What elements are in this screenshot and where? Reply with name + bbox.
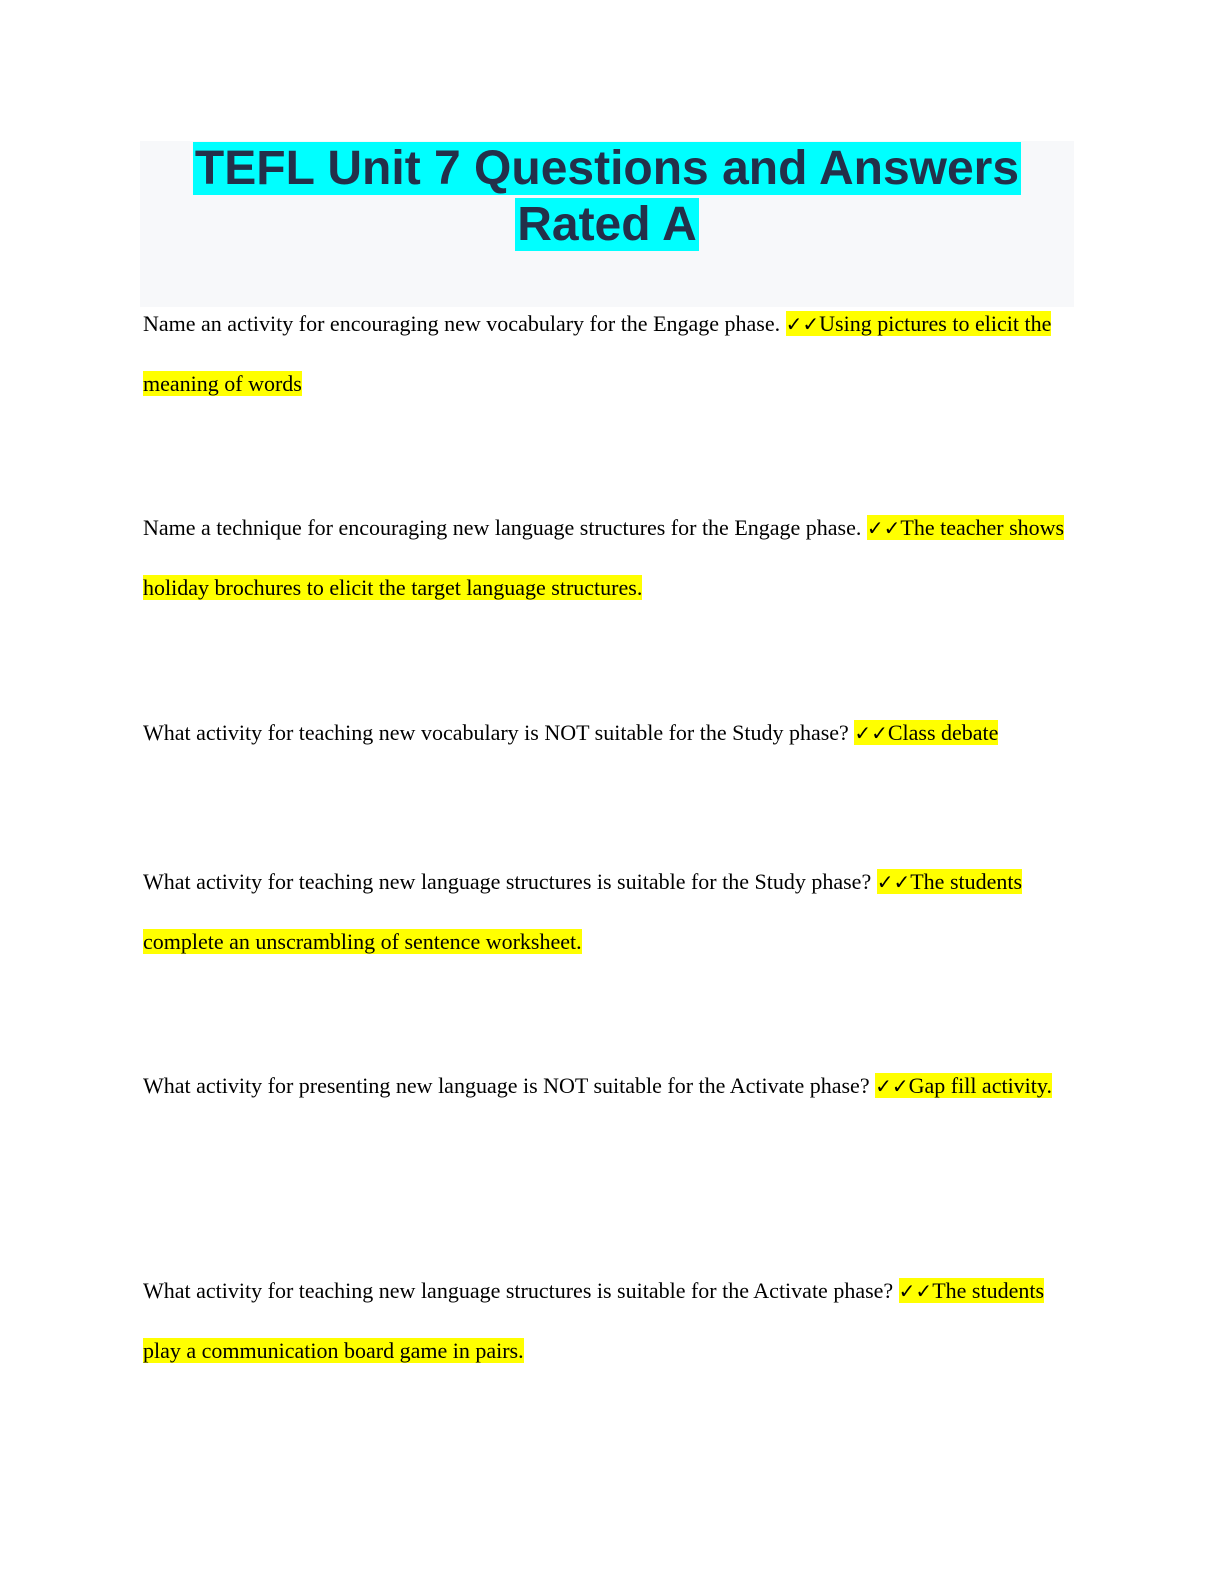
question-text: What activity for presenting new language is NOT suitable for the Activate phase? bbox=[143, 1073, 870, 1098]
check-mark-icon: ✓✓ bbox=[785, 312, 820, 336]
title-block bbox=[140, 141, 1074, 307]
check-mark-icon: ✓✓ bbox=[866, 516, 901, 540]
question-text: What activity for teaching new language structures is suitable for the Study phase? bbox=[143, 869, 872, 894]
question-text: Name an activity for encouraging new vocabulary for the Engage phase. bbox=[143, 311, 781, 336]
answer-text: Class debate bbox=[887, 720, 999, 745]
qa-item-4 bbox=[143, 852, 1083, 971]
answer-text: The teacher shows holiday brochures to elicit the target language structures. bbox=[143, 515, 1065, 600]
answer-highlight bbox=[875, 1073, 1052, 1098]
qa-item-1 bbox=[143, 294, 1083, 413]
answer-text: The students complete an unscrambling of sentence worksheet. bbox=[143, 869, 1023, 954]
question-text: Name a technique for encouraging new language structures for the Engage phase. bbox=[143, 515, 862, 540]
qa-item-3 bbox=[143, 703, 1103, 763]
check-mark-icon: ✓✓ bbox=[898, 1279, 933, 1303]
answer-text: Gap fill activity. bbox=[908, 1073, 1052, 1098]
answer-highlight bbox=[854, 720, 998, 745]
answer-text: Using pictures to elicit the meaning of words bbox=[143, 311, 1052, 396]
page-title bbox=[140, 141, 1074, 253]
qa-item-5 bbox=[143, 1056, 1083, 1116]
question-text: What activity for teaching new vocabulary is NOT suitable for the Study phase? bbox=[143, 720, 849, 745]
title-line-1: TEFL Unit 7 Questions and Answers bbox=[194, 142, 1020, 195]
check-mark-icon: ✓✓ bbox=[876, 870, 911, 894]
title-line-2: Rated A bbox=[517, 198, 697, 251]
check-mark-icon: ✓✓ bbox=[875, 1074, 909, 1098]
qa-item-2 bbox=[143, 498, 1083, 617]
check-mark-icon: ✓✓ bbox=[854, 721, 888, 745]
qa-item-6 bbox=[143, 1261, 1083, 1380]
question-text: What activity for teaching new language structures is suitable for the Activate phase? bbox=[143, 1278, 894, 1303]
answer-text: The students play a communication board game in pairs. bbox=[143, 1278, 1045, 1363]
